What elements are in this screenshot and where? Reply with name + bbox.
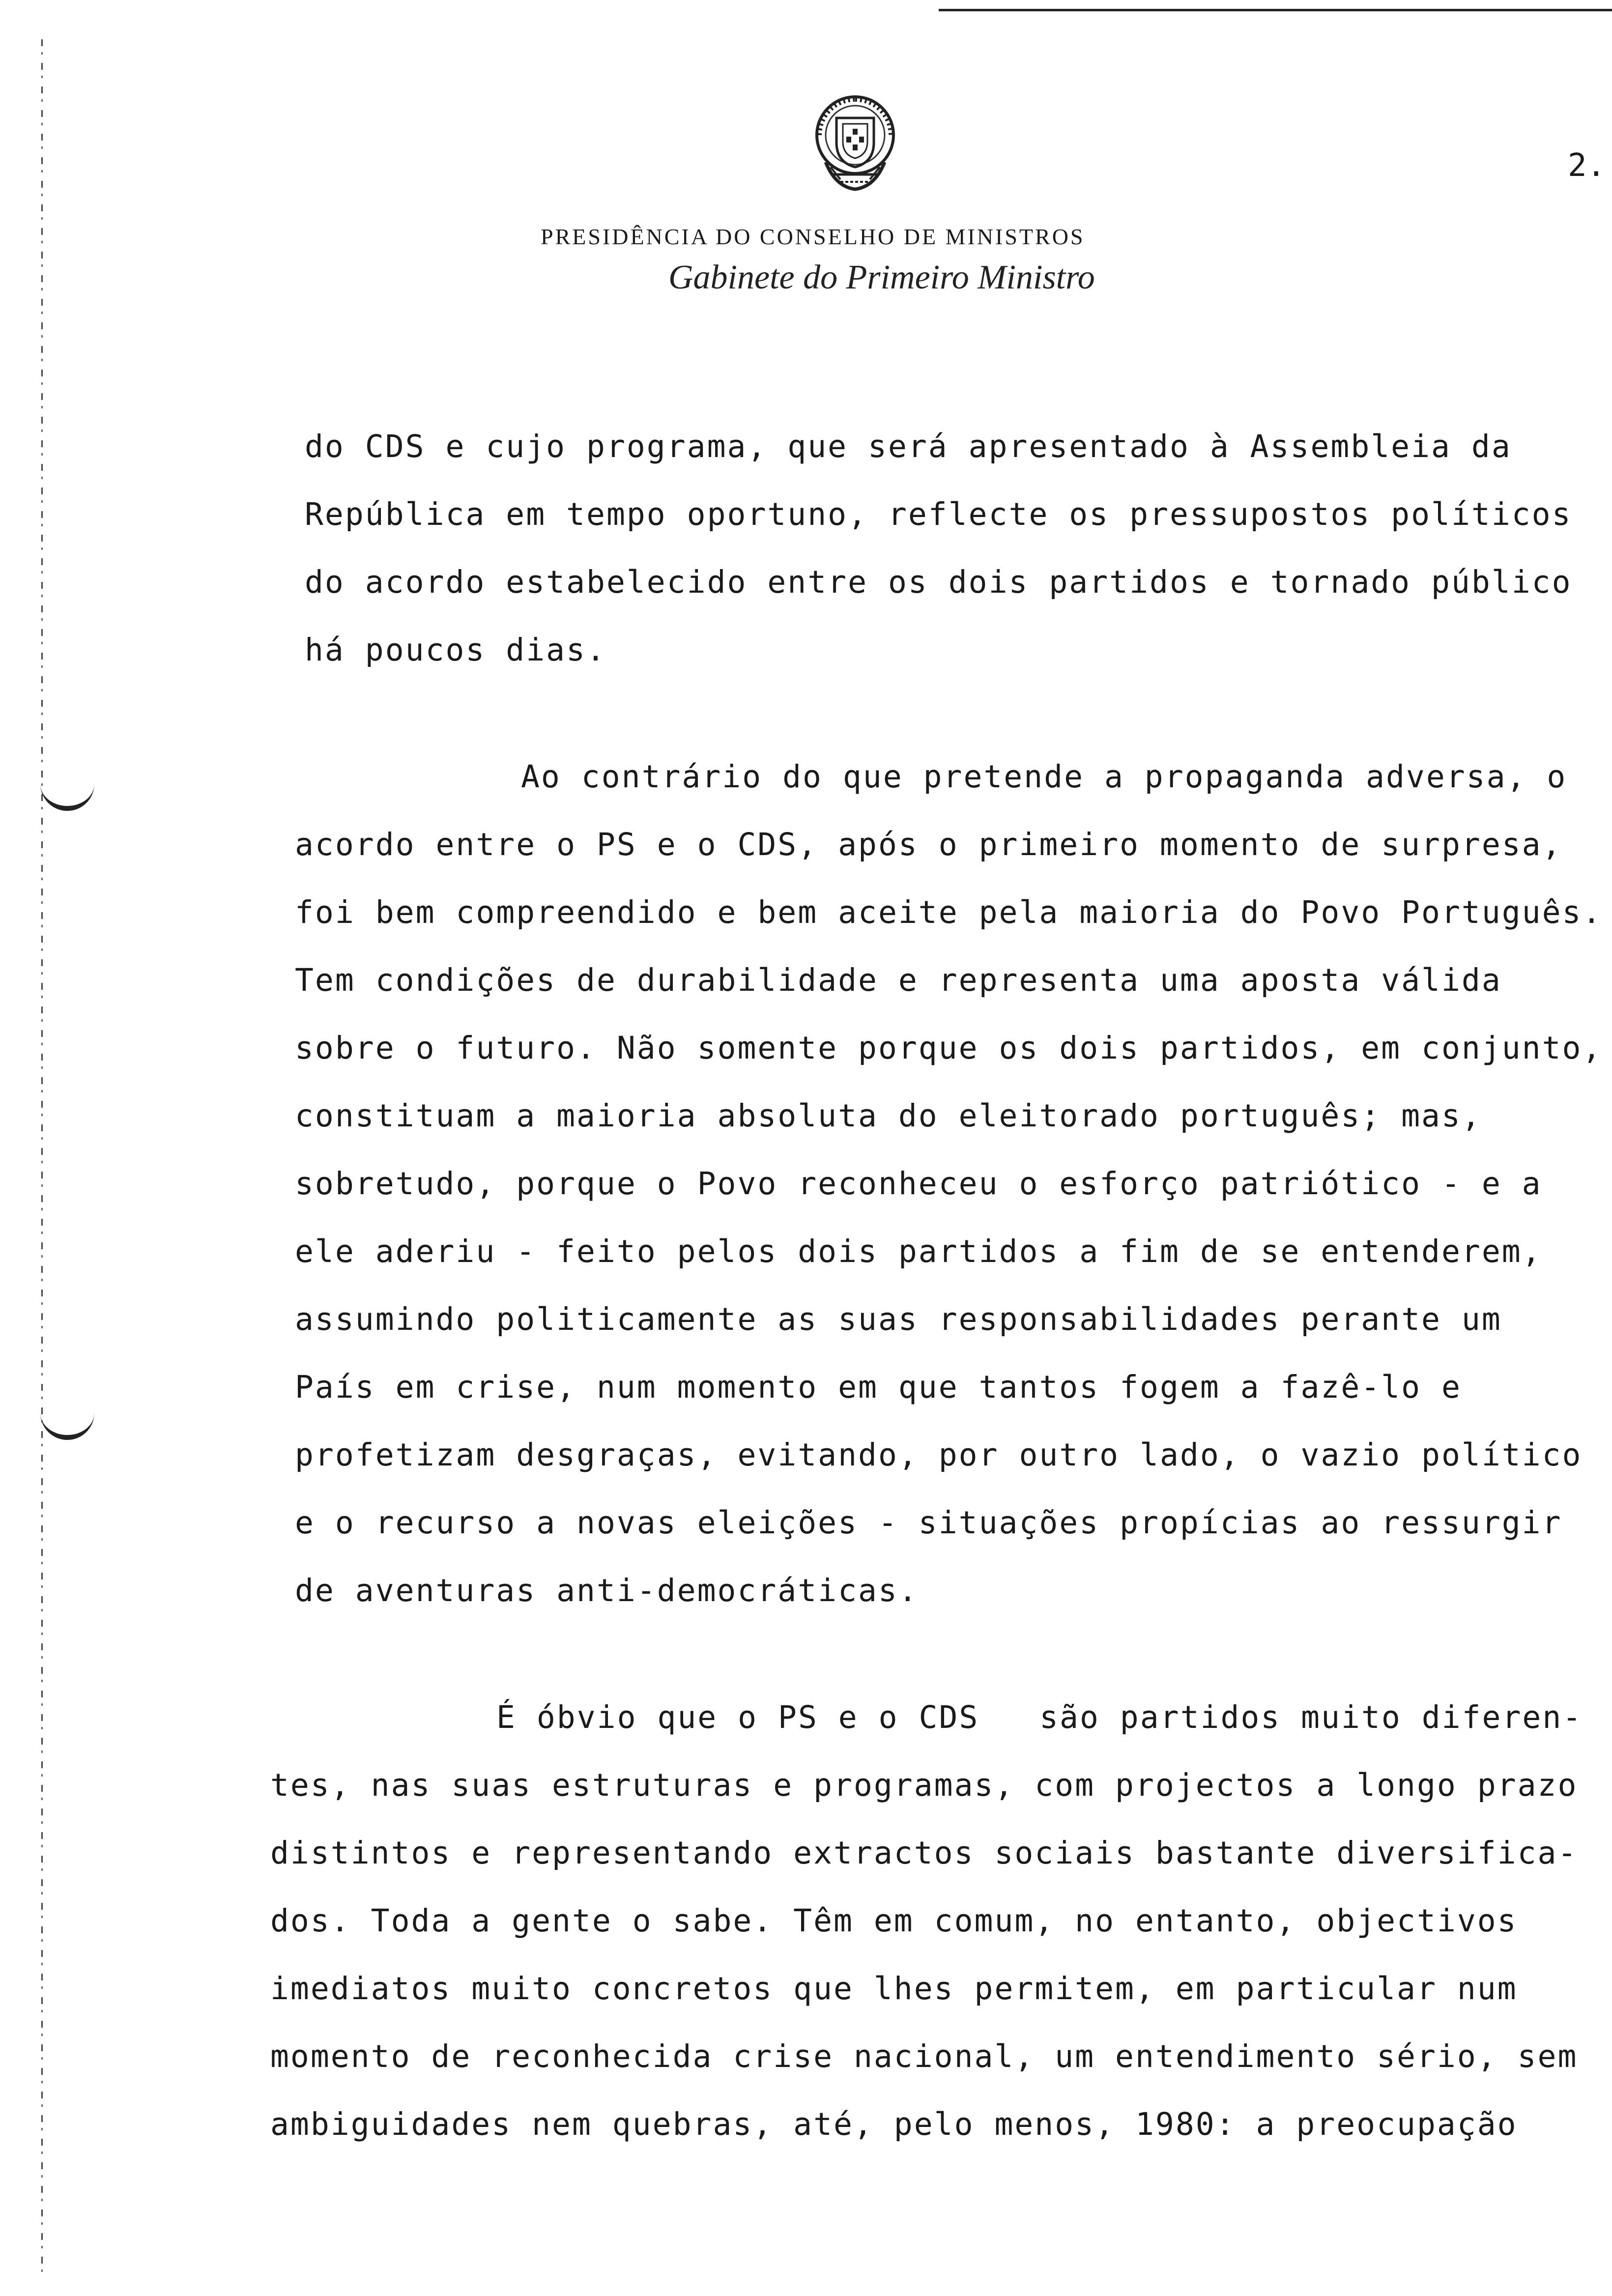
text-line: ele aderiu - feito pelos dois partidos a fim de se entenderem, <box>295 1234 1542 1269</box>
text-line: constituam a maioria absoluta do eleitorado português; mas, <box>295 1098 1482 1134</box>
text-line: distintos e representando extractos sociais bastante diversifica- <box>270 1835 1578 1871</box>
text-line: do acordo estabelecido entre os dois partidos e tornado público <box>305 564 1572 600</box>
text-line: sobre o futuro. Não somente porque os dois partidos, em conjunto, <box>295 1030 1603 1066</box>
text-line: e o recurso a novas eleições - situações propícias ao ressurgir <box>295 1505 1562 1541</box>
letterhead-subtitle: Gabinete do Primeiro Ministro <box>668 258 1095 296</box>
text-line: profetizam desgraças, evitando, por outro lado, o vazio político <box>295 1437 1583 1473</box>
text-line: ambiguidades nem quebras, até, pelo menos, 1980: a preocupação <box>270 2106 1518 2142</box>
page-number: 2. <box>1568 147 1606 184</box>
paragraph-gap <box>270 684 1597 743</box>
coat-of-arms-emblem <box>806 88 904 201</box>
binding-edge-line <box>41 39 43 2280</box>
text-line: República em tempo oportuno, reflecte os pressupostos políticos <box>305 496 1572 532</box>
text-line: do CDS e cujo programa, que será apresentado à Assembleia da <box>305 429 1512 464</box>
text-line: assumindo politicamente as suas responsabilidades perante um <box>295 1301 1502 1337</box>
text-line: Ao contrário do que pretende a propaganda adversa, o <box>521 759 1567 795</box>
paragraph-1 <box>305 413 1597 684</box>
letterhead-title: PRESIDÊNCIA DO CONSELHO DE MINISTROS <box>541 224 1085 249</box>
text-line: dos. Toda a gente o sabe. Têm em comum, no entanto, objectivos <box>270 1903 1518 1939</box>
text-line: há poucos dias. <box>305 632 606 668</box>
text-line: País em crise, num momento em que tantos fogem a fazê-lo e <box>295 1369 1462 1405</box>
text-line: tes, nas suas estruturas e programas, com projectos a longo prazo <box>270 1767 1578 1803</box>
paragraph-gap <box>270 1625 1597 1684</box>
text-line: Tem condições de durabilidade e representa uma aposta válida <box>295 962 1502 998</box>
text-line: de aventuras anti-democráticas. <box>295 1573 919 1608</box>
document-body <box>270 413 1603 2158</box>
paragraph-3 <box>270 1684 1597 2158</box>
scan-left-edge <box>0 0 49 2296</box>
text-line: foi bem compreendido e bem aceite pela maioria do Povo Português. <box>295 894 1603 930</box>
top-rule <box>939 9 1612 11</box>
text-line: sobretudo, porque o Povo reconheceu o esforço patriótico - e a <box>295 1166 1542 1202</box>
text-line: acordo entre o PS e o CDS, após o primeiro momento de surpresa, <box>295 827 1562 862</box>
paragraph-2 <box>295 743 1603 1625</box>
text-line: imediatos muito concretos que lhes permitem, em particular num <box>270 1971 1518 2007</box>
text-line: É óbvio que o PS e o CDS são partidos muito diferen- <box>496 1699 1583 1735</box>
punch-hole-mark <box>40 1406 94 1440</box>
text-line: momento de reconhecida crise nacional, um entendimento sério, sem <box>270 2038 1578 2074</box>
punch-hole-mark <box>40 776 94 811</box>
